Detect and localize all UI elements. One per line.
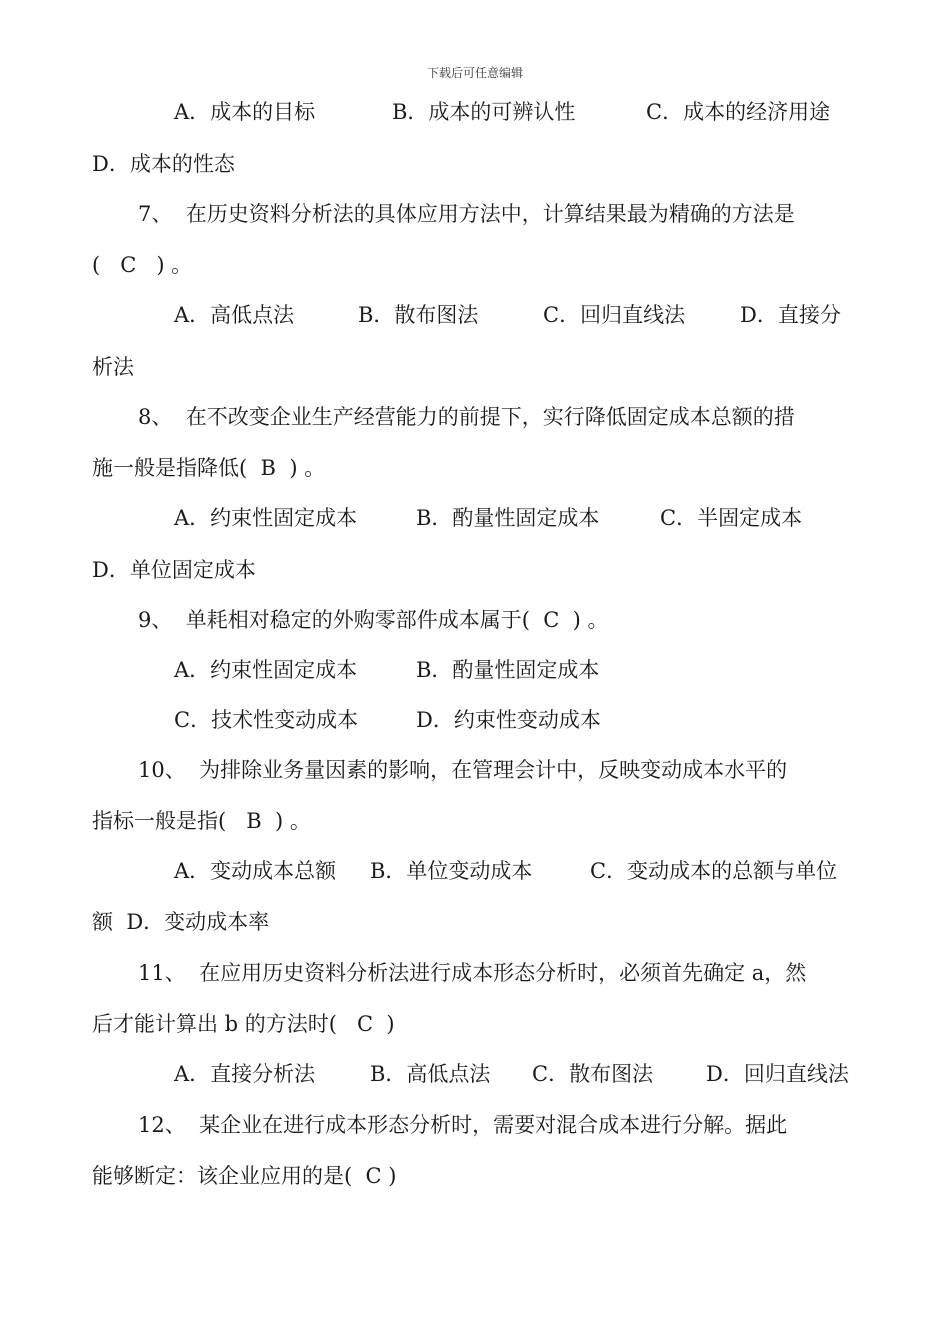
- q7-option-b: B．散布图法: [358, 303, 479, 327]
- q11-option-a: A．直接分析法: [174, 1062, 316, 1086]
- q8-option-c: C．半固定成本: [660, 506, 803, 530]
- question-11-answer: 后才能计算出 b 的方法时( C ): [92, 1012, 395, 1036]
- q9-option-b: B．酌量性固定成本: [416, 658, 600, 682]
- question-9-text: 9、 单耗相对稳定的外购零部件成本属于( C ) 。: [138, 608, 609, 632]
- q10-option-b: B．单位变动成本: [370, 859, 533, 883]
- question-10-text: 10、 为排除业务量因素的影响，在管理会计中，反映变动成本水平的: [138, 758, 788, 782]
- question-7-text: 7、 在历史资料分析法的具体应用方法中，计算结果最为精确的方法是: [138, 202, 795, 226]
- q10-option-d: 额 D．变动成本率: [92, 910, 270, 934]
- q9-option-d: D．约束性变动成本: [416, 708, 601, 732]
- question-12-text: 12、 某企业在进行成本形态分析时，需要对混合成本进行分解。据此: [138, 1113, 788, 1137]
- question-10-answer: 指标一般是指( B ) 。: [92, 809, 311, 833]
- q8-option-a: A．约束性固定成本: [174, 506, 358, 530]
- q11-option-b: B．高低点法: [370, 1062, 491, 1086]
- q9-option-a: A．约束性固定成本: [174, 658, 358, 682]
- q8-option-d: D．单位固定成本: [92, 558, 256, 582]
- question-8-answer: 施一般是指降低( B ) 。: [92, 456, 326, 480]
- q9-option-c: C．技术性变动成本: [174, 708, 359, 732]
- q10-option-c: C．变动成本的总额与单位: [590, 859, 838, 883]
- question-7-answer: ( C ) 。: [92, 253, 193, 277]
- q7-option-d-cont: 析法: [92, 355, 134, 379]
- option-c: C．成本的经济用途: [646, 100, 831, 124]
- q11-option-d: D．回归直线法: [706, 1062, 849, 1086]
- option-a: A．成本的目标: [174, 100, 316, 124]
- option-b: B．成本的可辨认性: [392, 100, 576, 124]
- q7-option-d: D．直接分: [740, 303, 841, 327]
- option-d: D．成本的性态: [92, 152, 235, 176]
- q10-option-a: A．变动成本总额: [174, 859, 337, 883]
- q11-option-c: C．散布图法: [532, 1062, 654, 1086]
- q7-option-a: A．高低点法: [174, 303, 295, 327]
- question-8-text: 8、 在不改变企业生产经营能力的前提下，实行降低固定成本总额的措: [138, 405, 795, 429]
- question-11-text: 11、 在应用历史资料分析法进行成本形态分析时，必须首先确定 a，然: [138, 961, 807, 985]
- q8-option-b: B．酌量性固定成本: [416, 506, 600, 530]
- page-header: 下载后可任意编辑: [426, 66, 523, 80]
- q7-option-c: C．回归直线法: [543, 303, 686, 327]
- question-12-answer: 能够断定：该企业应用的是( C ): [92, 1164, 397, 1188]
